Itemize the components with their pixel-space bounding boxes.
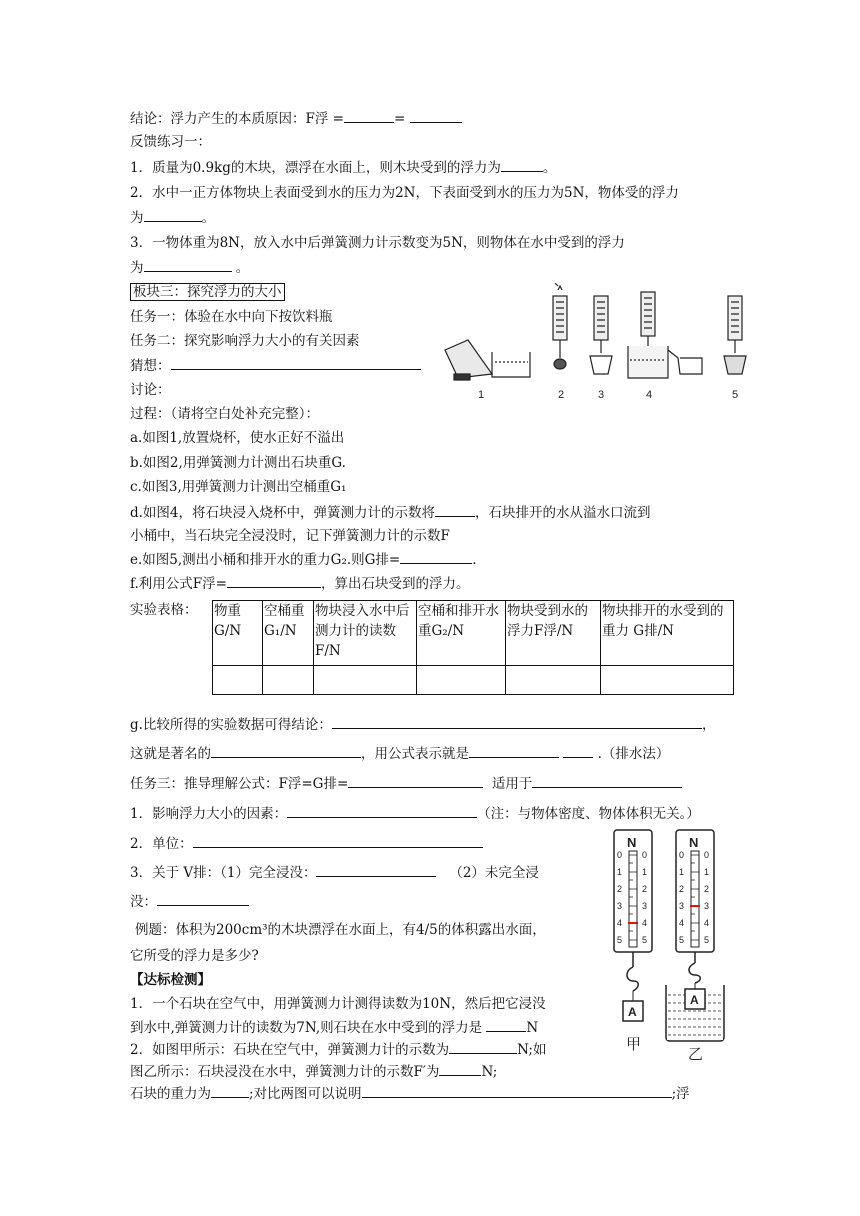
step-line: b.如图2,用弹簧测力计测出石块重G. [130, 455, 346, 471]
apparatus-label: 5 [732, 389, 739, 401]
svg-text:A: A [690, 993, 699, 1007]
spring-scale-3 [590, 296, 612, 374]
svg-text:5: 5 [617, 935, 623, 945]
svg-text:A: A [628, 1005, 637, 1019]
table-header-cell: 物块排开的水受到的重力 G排/N [601, 601, 734, 666]
step-line: 小桶中，当石块完全浸没时，记下弹簧测力计的示数F [130, 528, 450, 544]
svg-text:N: N [689, 835, 699, 850]
blank[interactable] [435, 502, 475, 517]
conclusion-line: 结论：浮力产生的本质原因：F浮 = = [130, 108, 462, 129]
svg-text:N: N [627, 835, 637, 850]
apparatus-label: 2 [558, 389, 565, 401]
svg-text:5: 5 [704, 935, 710, 945]
apparatus-figure [440, 278, 750, 408]
guess-line: 猜想： [130, 355, 421, 376]
svg-text:3: 3 [679, 901, 685, 911]
example-line: 它所受的浮力是多少? [130, 948, 259, 964]
question-line: 1．质量为0.9kg的木块，漂浮在水面上，则木块受到的浮力为 。 [130, 157, 556, 178]
svg-text:2: 2 [679, 884, 685, 894]
blank[interactable] [227, 573, 321, 588]
svg-text:3: 3 [642, 901, 648, 911]
question-line: 2．水中一正方体物块上表面受到水的压力为2N，下表面受到水的压力为5N，物体受的浮力 [130, 185, 679, 201]
table-label: 实验表格： [130, 602, 198, 618]
vpai-line: 没： [130, 891, 249, 912]
law-line: 这就是著名的 ，用公式表示就是 .（排水法） [130, 743, 669, 764]
experiment-table [212, 600, 734, 695]
table-input-cell[interactable] [314, 666, 417, 695]
svg-text:0: 0 [642, 850, 648, 860]
blank[interactable] [439, 1061, 481, 1076]
blank[interactable] [362, 1083, 672, 1098]
section-heading: 反馈练习一： [130, 134, 211, 150]
step-line: e.如图5,测出小桶和排开水的重力G₂.则G排= . [130, 549, 477, 570]
blank[interactable] [193, 833, 483, 848]
conclusion-line: g.比较所得的实验数据可得结论： ， [130, 714, 715, 735]
blank[interactable] [157, 891, 249, 906]
svg-text:3: 3 [617, 901, 623, 911]
step-line: f.利用公式F浮= ，算出石块受到的浮力。 [130, 573, 470, 594]
svg-text:2: 2 [704, 884, 710, 894]
svg-text:4: 4 [704, 918, 710, 928]
blank[interactable] [486, 1017, 526, 1032]
blank[interactable] [332, 714, 702, 729]
question-line: 为 。 [130, 207, 215, 228]
table-header-cell: 物重G/N [213, 601, 263, 666]
table-input-cell[interactable] [263, 666, 314, 695]
svg-text:3: 3 [704, 901, 710, 911]
task-line: 任务一：体验在水中向下按饮料瓶 [130, 309, 333, 325]
spring-scale-2 [553, 283, 567, 369]
apparatus-label: 3 [598, 389, 605, 401]
blank[interactable] [287, 803, 477, 818]
process-line: 过程：（请将空白处补充完整）： [130, 406, 319, 422]
svg-text:0: 0 [679, 850, 685, 860]
example-line: 例题：体积为200cm³的木块漂浮在水面上，有4/5的体积露出水面， [135, 922, 546, 938]
table-input-cell[interactable] [417, 666, 506, 695]
question-line: 到水中,弹簧测力计的读数为7N,则石块在水中受到的浮力是 N [130, 1017, 538, 1038]
svg-text:1: 1 [704, 867, 710, 877]
blank[interactable] [532, 773, 682, 788]
discussion-line: 讨论： [130, 382, 171, 398]
svg-text:4: 4 [642, 918, 648, 928]
svg-text:4: 4 [679, 918, 685, 928]
table-header-cell: 物块浸入水中后测力计的读数F/N [314, 601, 417, 666]
table-header-cell: 空桶重G₁/N [263, 601, 314, 666]
apparatus-label: 1 [478, 389, 485, 401]
blank[interactable] [501, 157, 543, 172]
svg-text:0: 0 [704, 850, 710, 860]
blank[interactable] [344, 108, 394, 123]
task-line: 任务二：探究影响浮力大小的有关因素 [130, 333, 360, 349]
apparatus-label: 4 [646, 389, 653, 401]
table-row [213, 666, 734, 695]
svg-text:1: 1 [679, 867, 685, 877]
spring-scale-5 [724, 296, 746, 374]
caption-jia: 甲 [626, 1035, 642, 1053]
table-input-cell[interactable] [601, 666, 734, 695]
blank[interactable] [171, 355, 421, 370]
table-input-cell[interactable] [213, 666, 263, 695]
question-line: 3．一物体重为8N，放入水中后弹簧测力计示数变为5N，则物体在水中受到的浮力 [130, 235, 625, 251]
svg-text:2: 2 [642, 884, 648, 894]
blank[interactable] [211, 743, 361, 758]
blank[interactable] [348, 773, 483, 788]
vpai-line: 3．关于 V排：（1）完全浸没： （2）未完全浸 [130, 862, 539, 883]
step-line: c.如图3,用弹簧测力计测出空桶重G₁ [130, 479, 347, 495]
spring-scale-figure [600, 825, 732, 1061]
table-header-cell: 空桶和排开水重G₂/N [417, 601, 506, 666]
spring-scale-jia [614, 830, 652, 1021]
question-line: 2．如图甲所示：石块在空气中，弹簧测力计的示数为 N;如 [130, 1039, 546, 1060]
blank[interactable] [410, 108, 462, 123]
blank[interactable] [563, 743, 593, 758]
assessment-heading: 【达标检测】 [130, 972, 211, 988]
blank[interactable] [316, 862, 436, 877]
table-header-cell: 物块受到水的浮力F浮/N [506, 601, 601, 666]
unit-line: 2．单位： [130, 833, 483, 854]
blank[interactable] [400, 549, 472, 564]
factor-line: 1．影响浮力大小的因素： （注：与物体密度、物体体积无关。） [130, 803, 700, 824]
svg-text:5: 5 [642, 935, 648, 945]
blank[interactable] [211, 1083, 249, 1098]
question-line: 图乙所示：石块浸没在水中，弹簧测力计的示数F′为 N; [130, 1061, 497, 1082]
step-line: d.如图4，将石块浸入烧杯中，弹簧测力计的示数将 ，石块排开的水从溢水口流到 [130, 502, 651, 523]
table-input-cell[interactable] [506, 666, 601, 695]
svg-text:2: 2 [617, 884, 623, 894]
section-title-box: 板块三：探究浮力的大小 [130, 282, 285, 302]
svg-text:0: 0 [617, 850, 623, 860]
question-line: 1．一个石块在空气中，用弹簧测力计测得读数为10N，然后把它浸没 [130, 996, 546, 1012]
svg-text:1: 1 [642, 867, 648, 877]
svg-text:1: 1 [617, 867, 623, 877]
table-header-row [213, 601, 734, 666]
svg-text:4: 4 [617, 918, 623, 928]
svg-text:5: 5 [679, 935, 685, 945]
question-line: 石块的重力为 ;对比两图可以说明 ;浮 [130, 1083, 690, 1104]
blank[interactable] [144, 207, 202, 222]
question-line: 为 。 [130, 257, 249, 278]
blank[interactable] [449, 1039, 517, 1054]
blank[interactable] [469, 743, 559, 758]
step-line: a.如图1,放置烧杯，使水正好不溢出 [130, 430, 345, 446]
blank[interactable] [144, 257, 232, 272]
spring-scale-4 [628, 292, 702, 378]
caption-yi: 乙 [688, 1045, 704, 1061]
task-line: 任务三：推导理解公式：F浮=G排= 适用于 [130, 773, 682, 794]
spring-scale-yi [666, 830, 724, 1041]
